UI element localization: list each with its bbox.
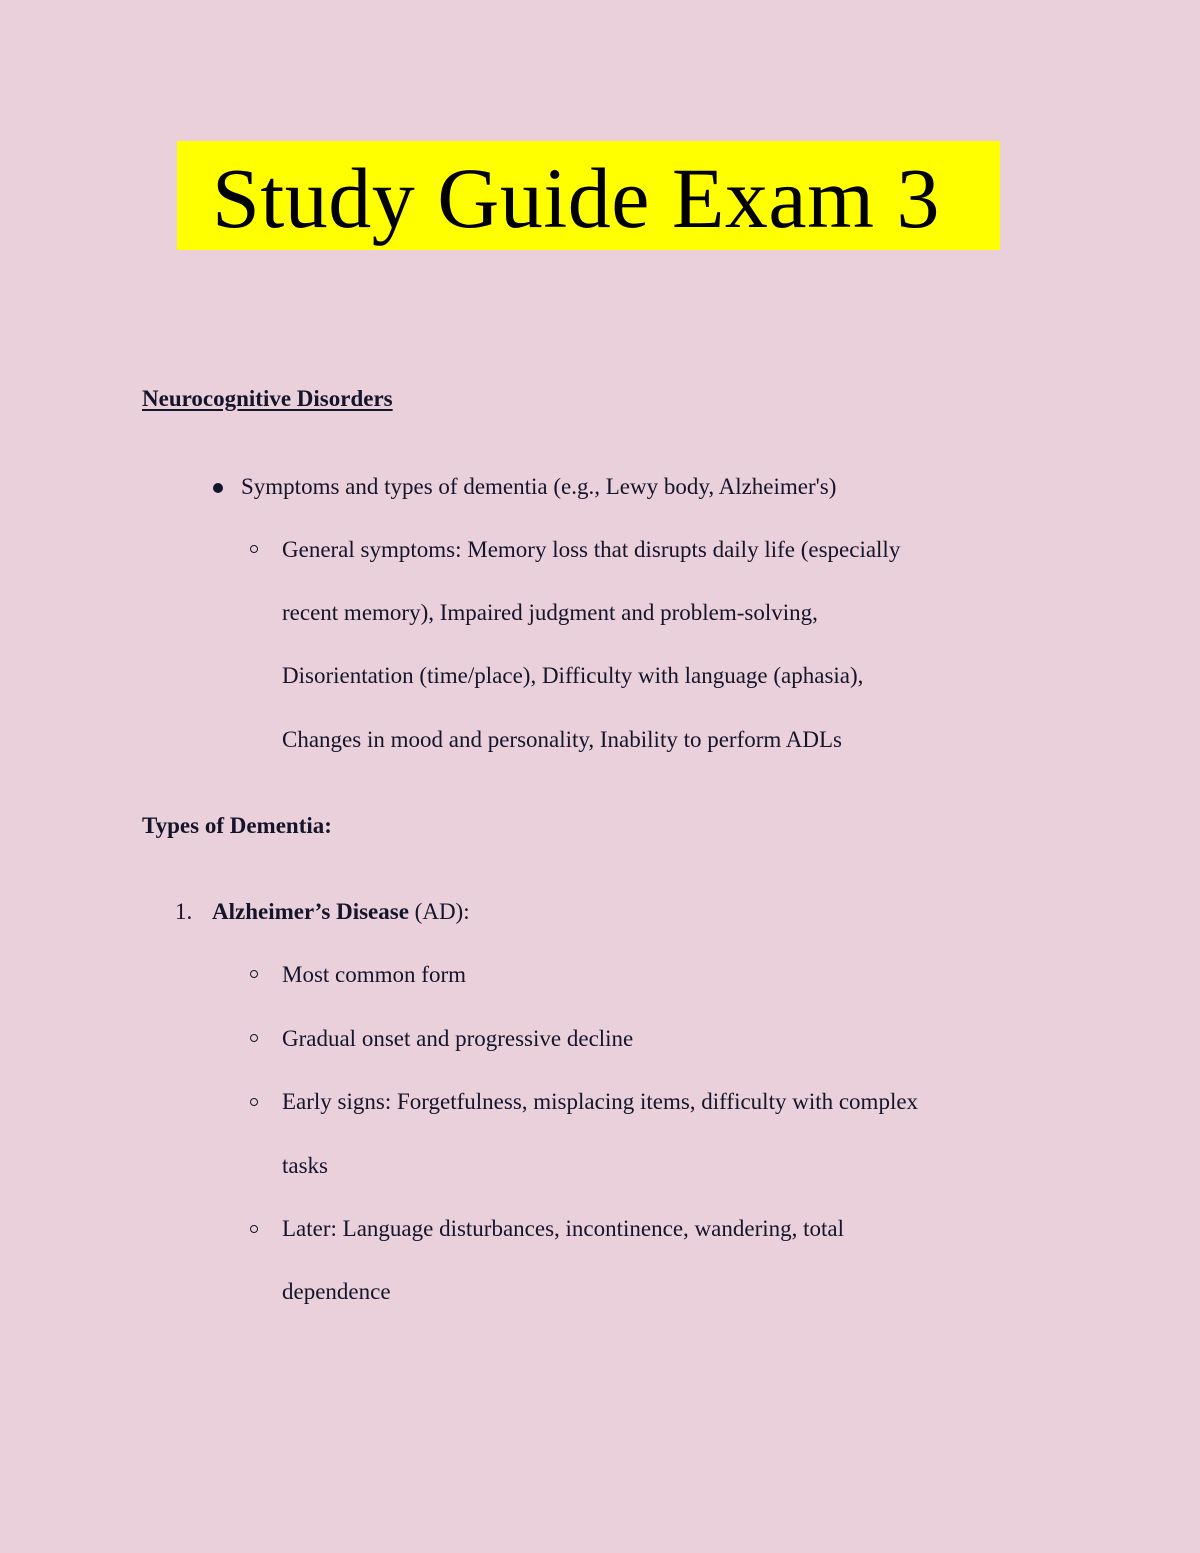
list-number: 1. xyxy=(175,899,193,924)
circle-bullet-icon xyxy=(250,545,258,553)
sub-bullet-line: Changes in mood and personality, Inability to perform ADLs xyxy=(282,727,842,752)
section-heading-types: Types of Dementia: xyxy=(142,813,332,838)
list-item-title-rest: (AD): xyxy=(408,899,470,924)
list-item-title xyxy=(212,897,470,927)
sub-bullet-line: recent memory), Impaired judgment and problem-solving, xyxy=(282,600,818,625)
list-item-title-bold: Alzheimer’s Disease xyxy=(212,899,409,924)
circle-bullet-icon xyxy=(250,1225,258,1233)
circle-bullet-icon xyxy=(250,970,258,978)
sub-bullet-line: tasks xyxy=(282,1153,328,1178)
section-heading-neurocognitive: Neurocognitive Disorders xyxy=(142,386,393,411)
bullet-dot-icon xyxy=(213,483,223,493)
bullet-text: Symptoms and types of dementia (e.g., Lewy body, Alzheimer's) xyxy=(241,474,837,499)
sub-bullet-line: Disorientation (time/place), Difficulty with language (aphasia), xyxy=(282,663,864,688)
sub-bullet-line: Gradual onset and progressive decline xyxy=(282,1026,634,1051)
circle-bullet-icon xyxy=(250,1034,258,1042)
sub-bullet-line: Most common form xyxy=(282,962,466,987)
sub-bullet-line: General symptoms: Memory loss that disrupts daily life (especially xyxy=(282,537,901,562)
sub-bullet-line: dependence xyxy=(282,1279,391,1304)
sub-bullet-line: Later: Language disturbances, incontinence, wandering, total xyxy=(282,1216,845,1241)
circle-bullet-icon xyxy=(250,1098,258,1106)
page-title: Study Guide Exam 3 xyxy=(212,150,940,246)
sub-bullet-line: Early signs: Forgetfulness, misplacing items, difficulty with complex xyxy=(282,1089,919,1114)
